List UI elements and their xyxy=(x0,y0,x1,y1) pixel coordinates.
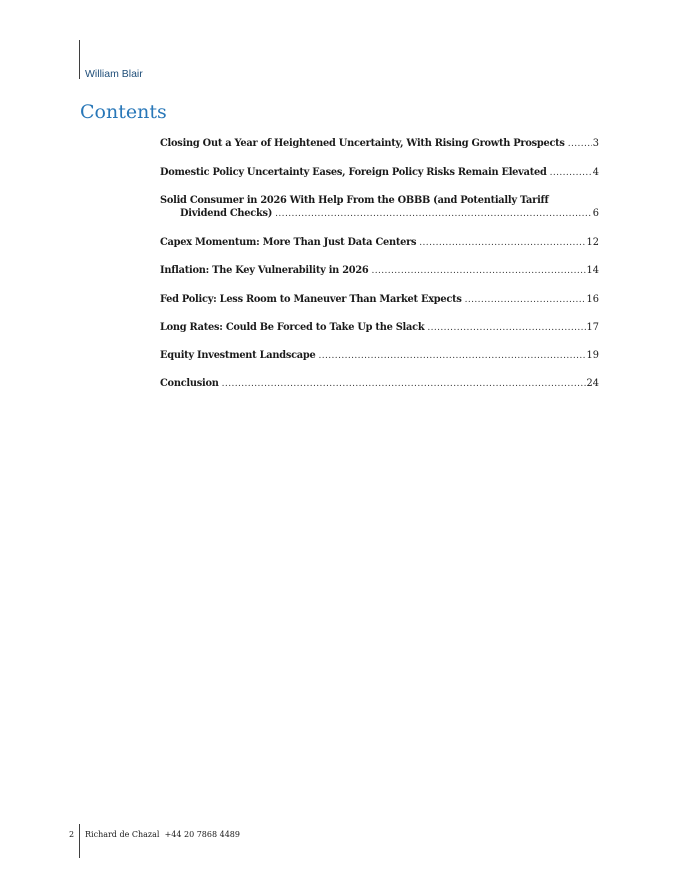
toc-page-number: 14 xyxy=(586,265,599,276)
toc-entry[interactable] xyxy=(160,166,599,179)
toc-leader xyxy=(465,294,586,307)
toc-leader xyxy=(222,378,586,391)
toc-entry[interactable] xyxy=(160,194,599,220)
header-divider xyxy=(79,40,80,79)
toc-page-number: 17 xyxy=(586,322,599,333)
footer-contact xyxy=(85,830,240,839)
toc-page-number: 12 xyxy=(586,237,599,248)
footer-author: Richard de Chazal xyxy=(85,830,160,839)
toc-leader xyxy=(419,237,585,250)
toc-leader xyxy=(319,350,586,363)
toc-entry[interactable] xyxy=(160,137,599,150)
toc-entry-title: Capex Momentum: More Than Just Data Centers xyxy=(160,237,417,248)
toc-entry[interactable] xyxy=(160,293,599,306)
toc-entry-title: Conclusion xyxy=(160,378,219,389)
toc-entry-title-continued: Dividend Checks) xyxy=(180,208,273,219)
toc-entry-title: Long Rates: Could Be Forced to Take Up the Slack xyxy=(160,322,425,333)
toc-page-number: 19 xyxy=(586,350,599,361)
toc-entry-title: Inflation: The Key Vulnerability in 2026 xyxy=(160,265,369,276)
toc-leader xyxy=(427,322,585,335)
toc-page-number: 4 xyxy=(592,167,599,178)
toc-page-number: 6 xyxy=(592,208,599,219)
toc-entry-title: Domestic Policy Uncertainty Eases, Foreign Policy Risks Remain Elevated xyxy=(160,167,547,178)
footer-phone: +44 20 7868 4489 xyxy=(164,830,240,839)
toc-entry[interactable] xyxy=(160,377,599,390)
page-title: Contents xyxy=(80,101,167,123)
toc-entry[interactable] xyxy=(160,264,599,277)
toc-page-number: 3 xyxy=(592,138,599,149)
toc-leader xyxy=(275,208,592,221)
toc-entry[interactable] xyxy=(160,236,599,249)
brand-name: William Blair xyxy=(85,68,143,80)
toc-leader xyxy=(371,265,585,278)
toc-entry[interactable] xyxy=(160,321,599,334)
toc-leader xyxy=(568,138,592,151)
toc-entry-title: Solid Consumer in 2026 With Help From the OBBB (and Potentially Tariff xyxy=(160,195,549,206)
footer-divider xyxy=(79,824,80,858)
toc-page-number: 24 xyxy=(586,378,599,389)
toc-entry-title: Fed Policy: Less Room to Maneuver Than Market Expects xyxy=(160,294,462,305)
footer-page-number: 2 xyxy=(69,830,75,839)
toc-entry-title: Equity Investment Landscape xyxy=(160,350,316,361)
toc-entry[interactable] xyxy=(160,349,599,362)
toc-entry-title: Closing Out a Year of Heightened Uncertainty, With Rising Growth Prospects xyxy=(160,138,565,149)
toc-page-number: 16 xyxy=(586,294,599,305)
toc-leader xyxy=(550,167,592,180)
